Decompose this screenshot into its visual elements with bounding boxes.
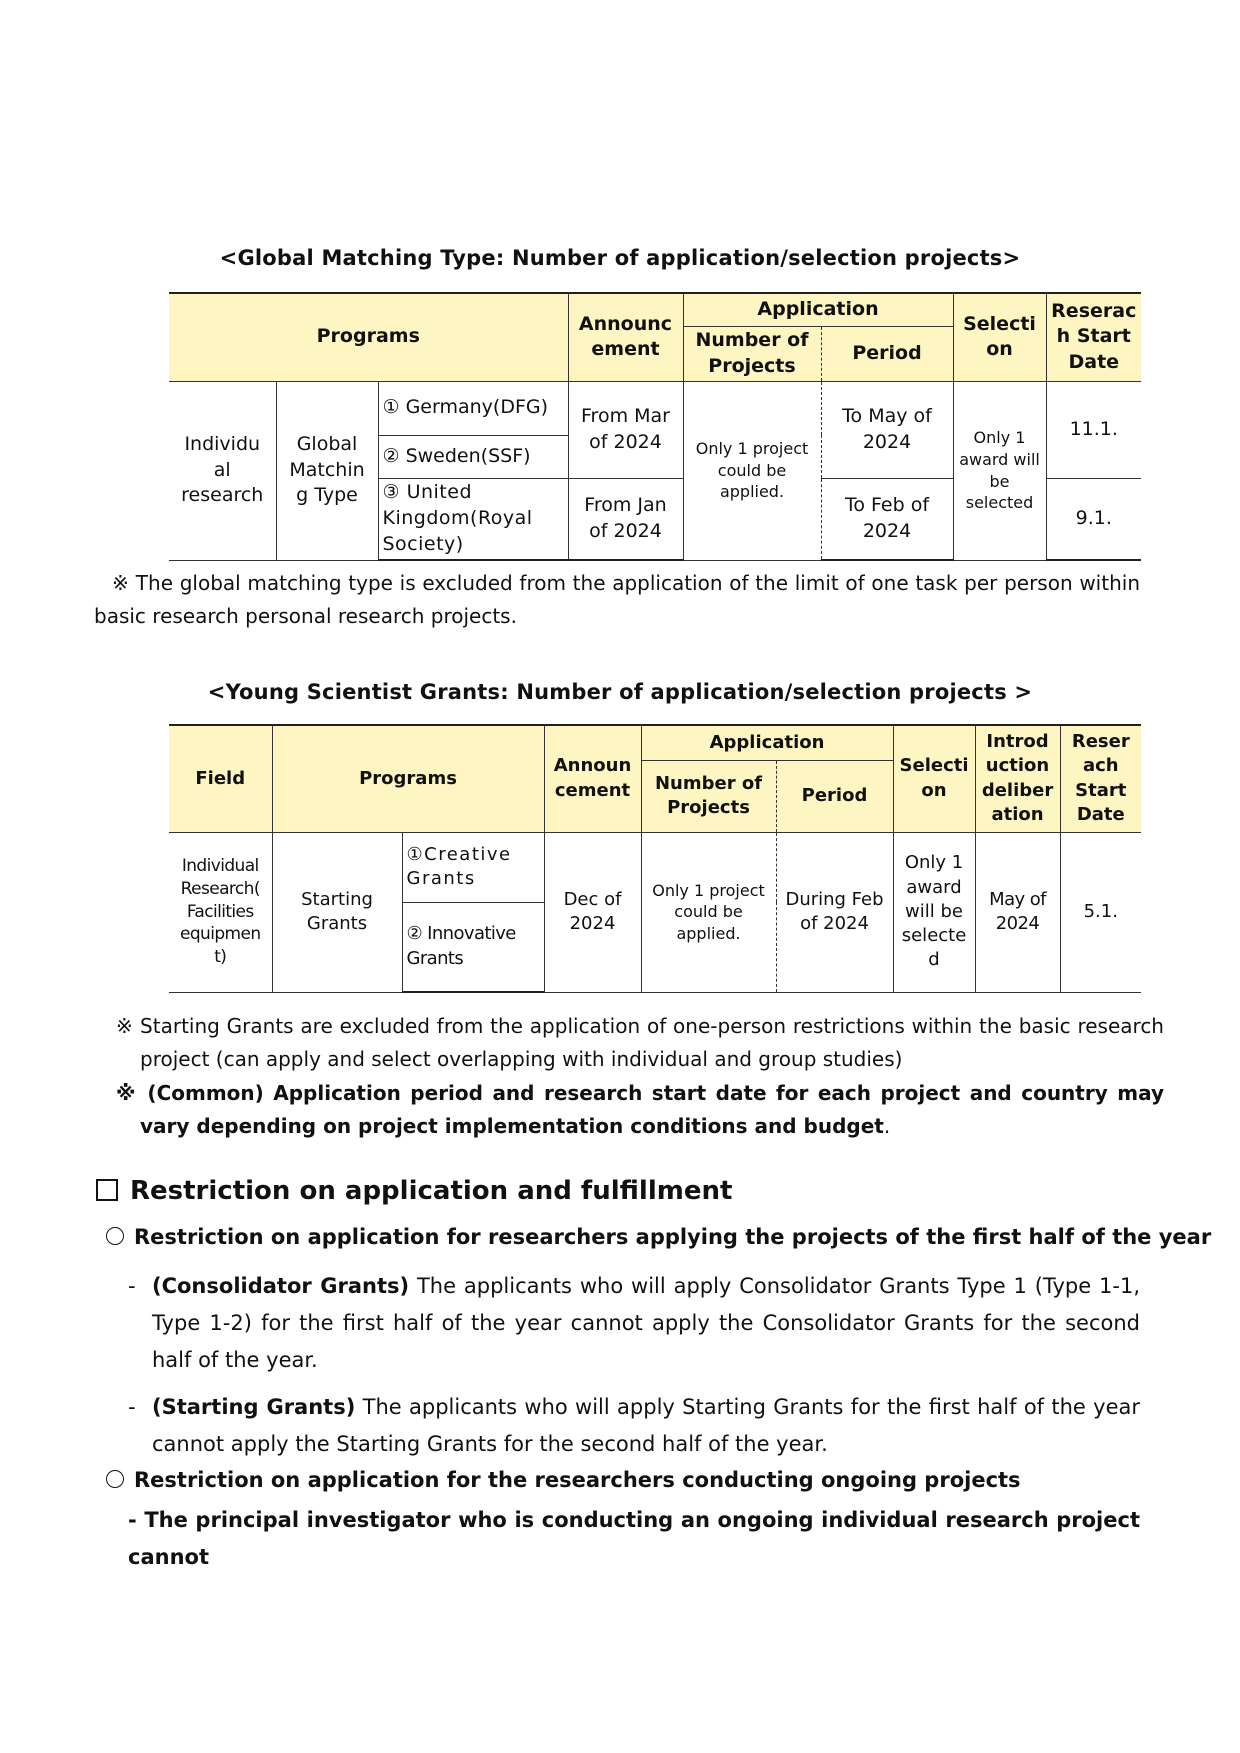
note-common (116, 1077, 1164, 1143)
header-period: Period (776, 760, 893, 832)
item-consolidator: - (Consolidator Grants) The applicants who will apply Consolidator Grants Type 1 (Type 1-1, Type 1-2) for the first half of the year cannot apply the Consolidator Grants for the second half of the year. (128, 1274, 1140, 1372)
subprogram-innovative: ② Innovative Grants (402, 902, 544, 992)
circle-bullet-icon (106, 1470, 124, 1488)
subsection-first-half (106, 1225, 1211, 1249)
program-cell: Starting Grants (272, 832, 402, 992)
number-of-projects-cell: Only 1 project could be applied. (641, 832, 776, 992)
subsection-first-half-text: Restriction on application for researchers applying the projects of the first half of the year (134, 1225, 1212, 1249)
section-title (96, 1176, 732, 1206)
header-introduction: Introd uction deliber ation (975, 725, 1060, 832)
subsection-ongoing-text: Restriction on application for the researchers conducting ongoing projects (134, 1468, 1021, 1492)
young-scientist-table (169, 724, 1141, 993)
header-programs: Programs (169, 293, 568, 381)
note-common-bold: ※ (Common) Application period and research start date for each project and country may vary depending on project implementation conditions and budget (116, 1081, 1164, 1138)
item-starting-text: The applicants who will apply Starting Grants for the first half of the year cannot apply the Starting Grants for the second half of the year. (152, 1395, 1141, 1456)
header-research-start-date: Reserac h Start Date (1046, 293, 1141, 381)
start-date-1: 11.1. (1046, 381, 1141, 478)
item-starting-label: (Starting Grants) (152, 1395, 356, 1419)
subprogram-creative: ①Creative Grants (402, 832, 544, 902)
selection-cell: Only 1 award will be selecte d (893, 832, 975, 992)
field-cell: Individual Research( Facilities equipmen t) (169, 832, 272, 992)
announcement-cell: Dec of 2024 (544, 832, 641, 992)
selection-cell: Only 1 award will be selected (953, 381, 1046, 560)
header-announcement: Announc ement (568, 293, 683, 381)
global-matching-table (169, 292, 1141, 561)
number-of-projects-cell: Only 1 project could be applied. (683, 381, 821, 560)
period-cell: During Feb of 2024 (776, 832, 893, 992)
announcement-1: From Mar of 2024 (568, 381, 683, 478)
program-sweden: ② Sweden(SSF) (378, 435, 568, 478)
note-starting-grants: ※ Starting Grants are excluded from the application of one-person restrictions within the basic research project (can apply and select overlapping with individual and group studies) (116, 1014, 1164, 1071)
table2-caption: <Young Scientist Grants: Number of application/selection projects > (207, 680, 1033, 704)
header-field: Field (169, 725, 272, 832)
section-title-text: Restriction on application and fulfillment (130, 1176, 733, 1206)
item-starting: - (Starting Grants) The applicants who will apply Starting Grants for the first half of the year cannot apply the Starting Grants for the second half of the year. (128, 1395, 1141, 1456)
header-research-start-date: Reser ach Start Date (1060, 725, 1141, 832)
note-global-matching: ※ The global matching type is excluded from the application of the limit of one task per person within basic research personal research projects. (94, 571, 1140, 628)
type-cell: Global Matchin g Type (276, 381, 378, 560)
start-date-2: 9.1. (1046, 478, 1141, 560)
start-date-cell: 5.1. (1060, 832, 1141, 992)
period-2: To Feb of 2024 (821, 478, 953, 560)
header-application: Application (683, 293, 953, 326)
header-selection: Selecti on (893, 725, 975, 832)
period-1: To May of 2024 (821, 381, 953, 478)
circle-bullet-icon (106, 1227, 124, 1245)
introduction-cell: May of 2024 (975, 832, 1060, 992)
note-common-tail: . (883, 1114, 891, 1138)
table1-caption: <Global Matching Type: Number of application/selection projects> (219, 246, 1021, 270)
header-selection: Selecti on (953, 293, 1046, 381)
header-announcement: Announ cement (544, 725, 641, 832)
item-consolidator-text: The applicants who will apply Consolidator Grants Type 1 (Type 1-1, Type 1-2) for the first half of the year cannot apply the Consolidator Grants for the second half of the year. (152, 1274, 1140, 1372)
item-consolidator-label: (Consolidator Grants) (152, 1274, 410, 1298)
program-germany: ① Germany(DFG) (378, 381, 568, 435)
field-cell: Individu al research (169, 381, 276, 560)
header-application: Application (641, 725, 893, 760)
announcement-2: From Jan of 2024 (568, 478, 683, 560)
subsection-ongoing (106, 1468, 1021, 1492)
header-number-of-projects: Number of Projects (641, 760, 776, 832)
item-ongoing: - The principal investigator who is conducting an ongoing individual research project cannot (128, 1508, 1140, 1569)
checkbox-square-icon (96, 1179, 118, 1201)
header-programs: Programs (272, 725, 544, 832)
header-number-of-projects: Number of Projects (683, 326, 821, 381)
program-uk: ③ United Kingdom(Royal Society) (378, 478, 568, 560)
header-period: Period (821, 326, 953, 381)
